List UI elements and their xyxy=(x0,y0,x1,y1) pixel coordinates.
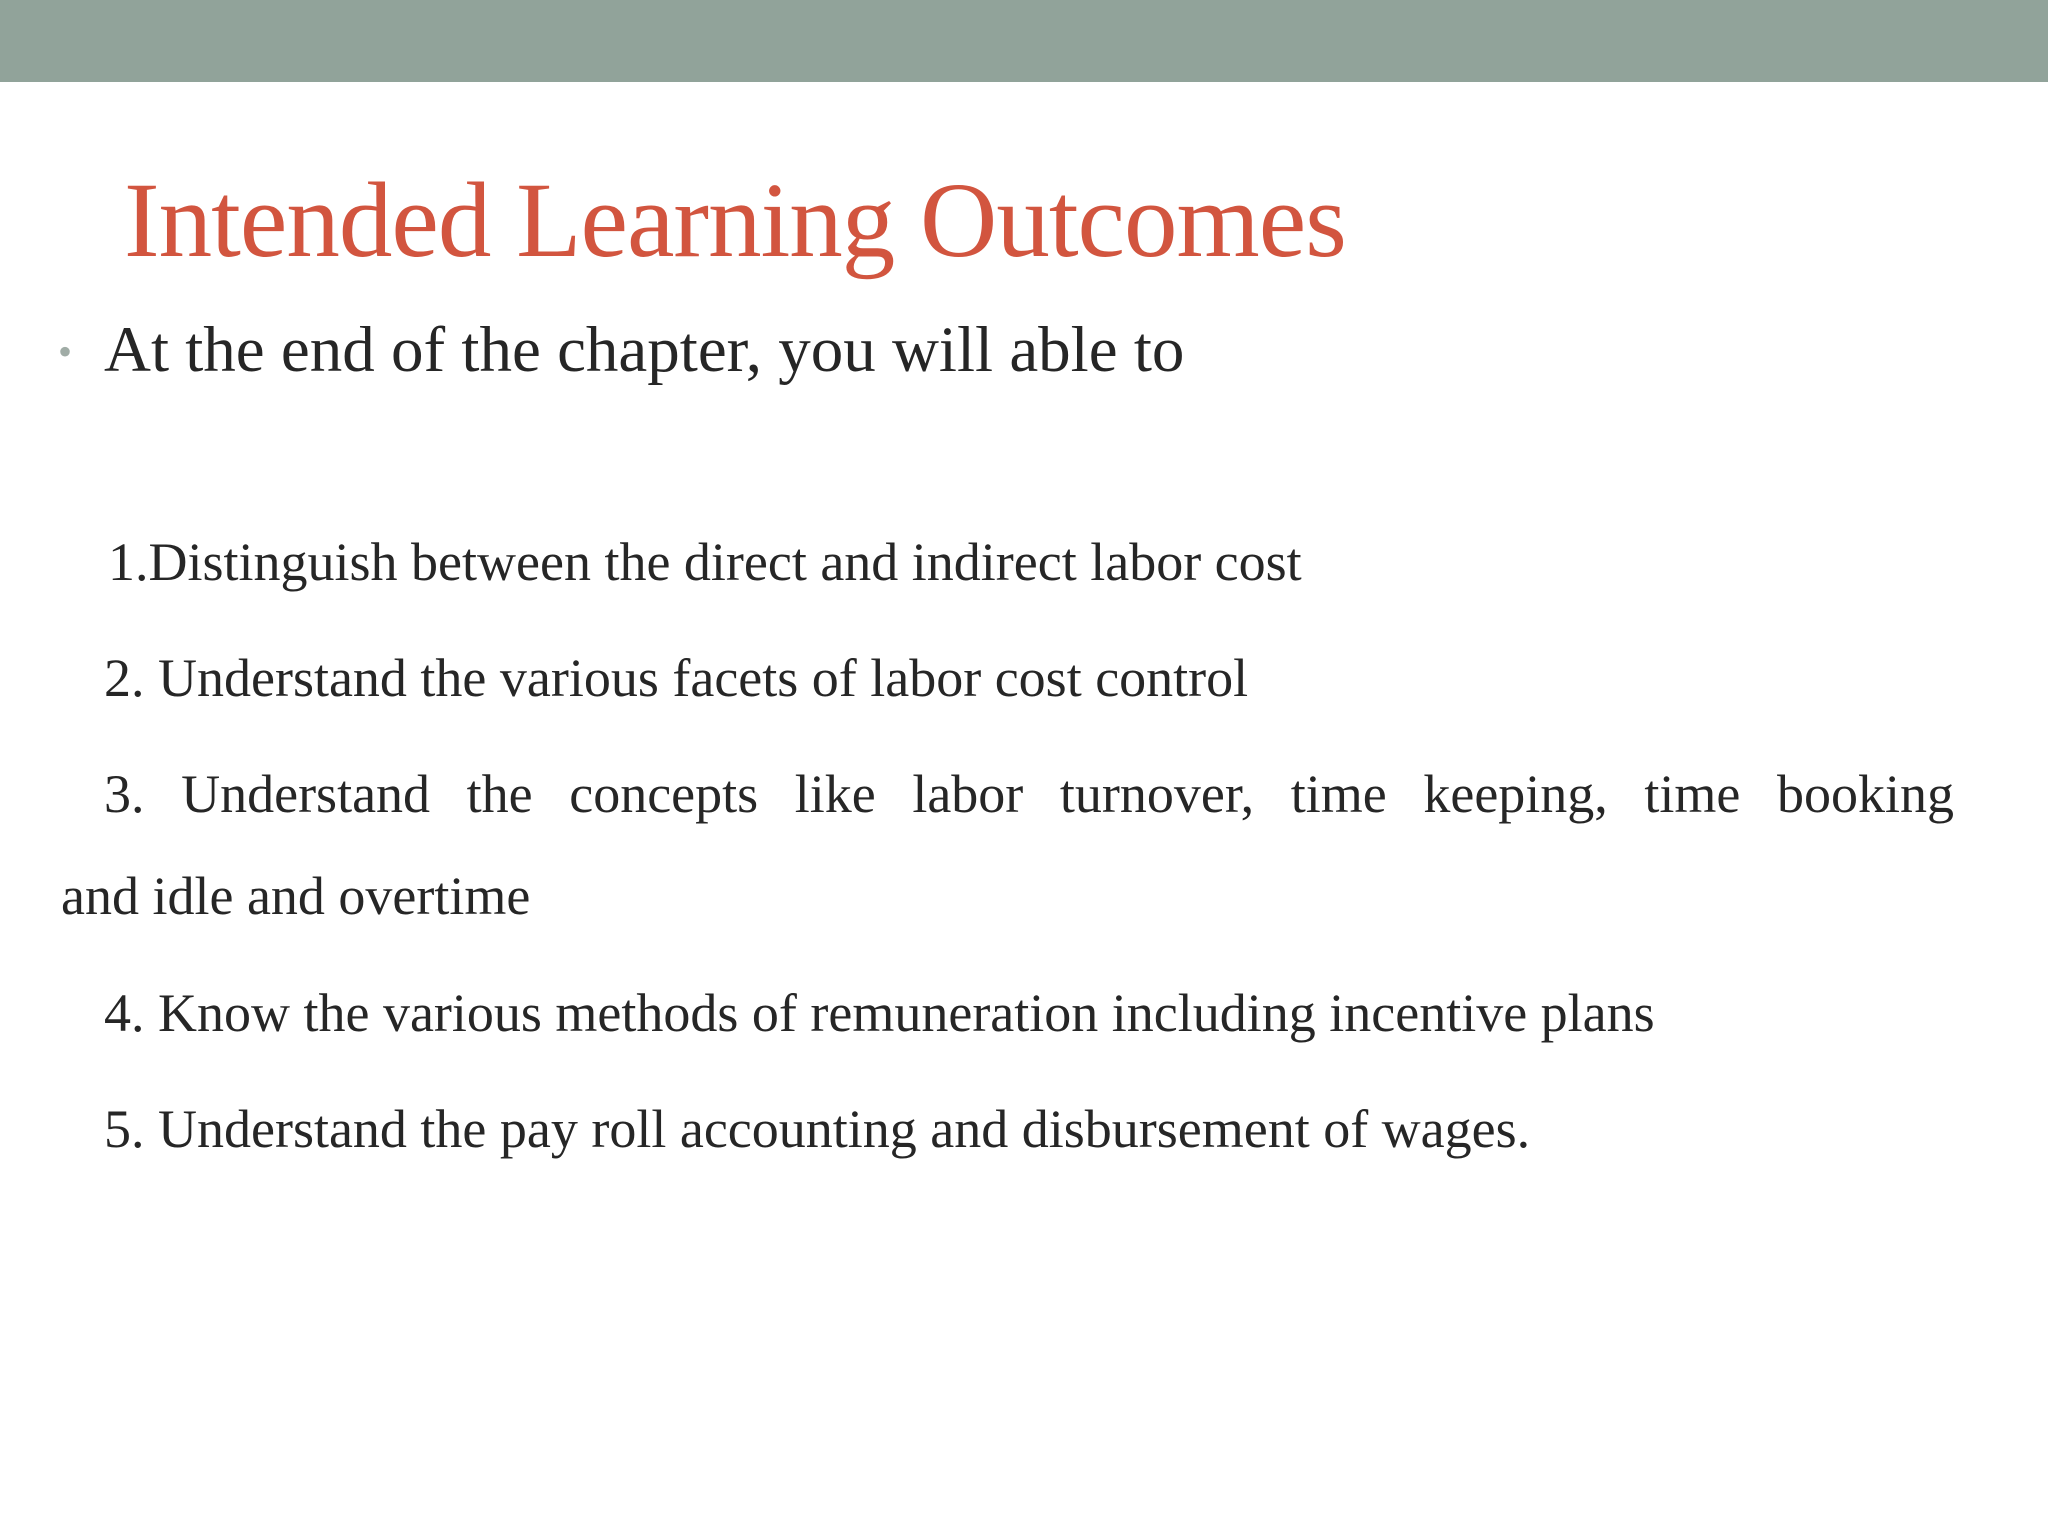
slide-title: Intended Learning Outcomes xyxy=(124,162,1346,280)
outcome-3-line-1: 3. Understand the concepts like labor turnover, time keeping, time booking xyxy=(104,764,1954,824)
outcome-1: 1.Distinguish between the direct and indirect labor cost xyxy=(108,532,1302,592)
outcome-4: 4. Know the various methods of remuneration including incentive plans xyxy=(104,983,1655,1043)
intro-bullet xyxy=(58,314,1185,386)
top-accent-band xyxy=(0,0,2048,82)
intro-bullet-text: At the end of the chapter, you will able to xyxy=(104,314,1185,386)
bullet-dot-icon: • xyxy=(58,329,73,374)
outcome-5: 5. Understand the pay roll accounting and disbursement of wages. xyxy=(104,1099,1531,1159)
outcome-3-line-2: and idle and overtime xyxy=(61,866,531,926)
outcome-2: 2. Understand the various facets of labor cost control xyxy=(104,648,1249,708)
